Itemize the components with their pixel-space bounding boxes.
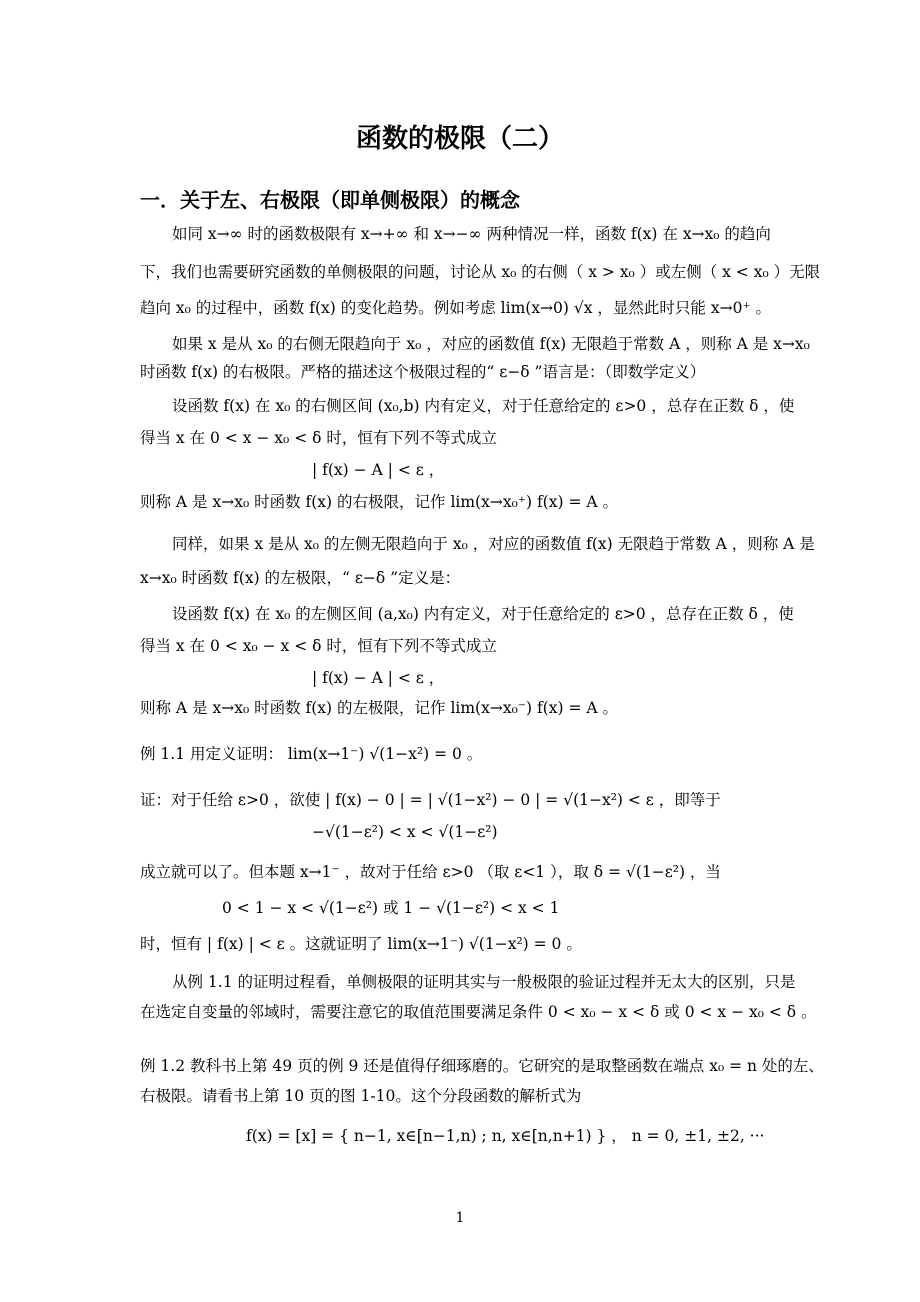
paragraph-line: 得当 x 在 0 < x₀ − x < δ 时，恒有下列不等式成立: [140, 637, 497, 655]
equation-line: 0 < 1 − x < √(1−ε²) 或 1 − √(1−ε²) < x < 1: [222, 899, 560, 917]
section-heading: 一．关于左、右极限（即单侧极限）的概念: [140, 188, 520, 212]
paragraph-line: 在选定自变量的邻域时，需要注意它的取值范围要满足条件 0 < x₀ − x < δ 或 0 < x − x₀ < δ 。: [140, 1003, 817, 1021]
paragraph-line: 设函数 f(x) 在 x₀ 的左侧区间 (a,x₀) 内有定义，对于任意给定的 ε>0 ，总存在正数 δ ，使: [172, 605, 794, 623]
paragraph-line: 成立就可以了。但本题 x→1⁻ ，故对于任给 ε>0 （取 ε<1 ），取 δ = √(1−ε²) ，当: [140, 863, 721, 881]
paragraph-line: 如同 x→∞ 时的函数极限有 x→+∞ 和 x→−∞ 两种情况一样，函数 f(x) 在 x→x₀ 的趋向: [172, 225, 771, 243]
equation-line: f(x) = [x] = { n−1, x∈[n−1,n) ; n, x∈[n,n+1) } ， n = 0, ±1, ±2, ···: [246, 1127, 765, 1145]
equation-line: | f(x) − A | < ε ，: [312, 461, 445, 479]
paragraph-line: 则称 A 是 x→x₀ 时函数 f(x) 的右极限，记作 lim(x→x₀⁺) f(x) = A 。: [140, 493, 618, 511]
paragraph-line: 从例 1.1 的证明过程看，单侧极限的证明其实与一般极限的验证过程并无太大的区别，只是: [172, 973, 796, 991]
page-title: 函数的极限（二）: [355, 124, 564, 154]
paragraph-line: 如果 x 是从 x₀ 的右侧无限趋向于 x₀ ，对应的函数值 f(x) 无限趋于常数 A ，则称 A 是 x→x₀: [172, 335, 810, 353]
paragraph-line: 同样，如果 x 是从 x₀ 的左侧无限趋向于 x₀ ，对应的函数值 f(x) 无限趋于常数 A ，则称 A 是: [172, 535, 815, 553]
paragraph-line: 下，我们也需要研究函数的单侧极限的问题，讨论从 x₀ 的右侧（ x > x₀ ）或左侧（ x < x₀ ）无限: [140, 263, 821, 281]
paragraph-line: 时，恒有 | f(x) | < ε 。这就证明了 lim(x→1⁻) √(1−x²) = 0 。: [140, 935, 582, 953]
paragraph-line: 趋向 x₀ 的过程中，函数 f(x) 的变化趋势。例如考虑 lim(x→0) √x ，显然此时只能 x→0⁺ 。: [140, 299, 772, 317]
example-line: 例 1.2 教科书上第 49 页的例 9 还是值得仔细琢磨的。它研究的是取整函数在端点 x₀ = n 处的左、: [140, 1057, 824, 1075]
paragraph-line: x→x₀ 时函数 f(x) 的左极限，“ ε−δ ”定义是：: [140, 569, 461, 587]
paragraph-line: 设函数 f(x) 在 x₀ 的右侧区间 (x₀,b) 内有定义，对于任意给定的 ε>0 ，总存在正数 δ ，使: [172, 397, 795, 415]
example-line: 例 1.1 用定义证明： lim(x→1⁻) √(1−x²) = 0 。: [140, 745, 483, 763]
equation-line: −√(1−ε²) < x < √(1−ε²): [312, 823, 498, 841]
page-number: 1: [455, 1210, 465, 1226]
paragraph-line: 证：对于任给 ε>0 ，欲使 | f(x) − 0 | = | √(1−x²) − 0 | = √(1−x²) < ε ，即等于: [140, 791, 721, 809]
paragraph-line: 得当 x 在 0 < x − x₀ < δ 时，恒有下列不等式成立: [140, 429, 497, 447]
paragraph-line: 右极限。请看书上第 10 页的图 1-10。这个分段函数的解析式为: [140, 1087, 582, 1105]
paragraph-line: 则称 A 是 x→x₀ 时函数 f(x) 的左极限，记作 lim(x→x₀⁻) f(x) = A 。: [140, 699, 618, 717]
paragraph-line: 时函数 f(x) 的右极限。严格的描述这个极限过程的“ ε−δ ”语言是：（即数学定义）: [140, 363, 706, 381]
equation-line: | f(x) − A | < ε ，: [312, 669, 445, 687]
